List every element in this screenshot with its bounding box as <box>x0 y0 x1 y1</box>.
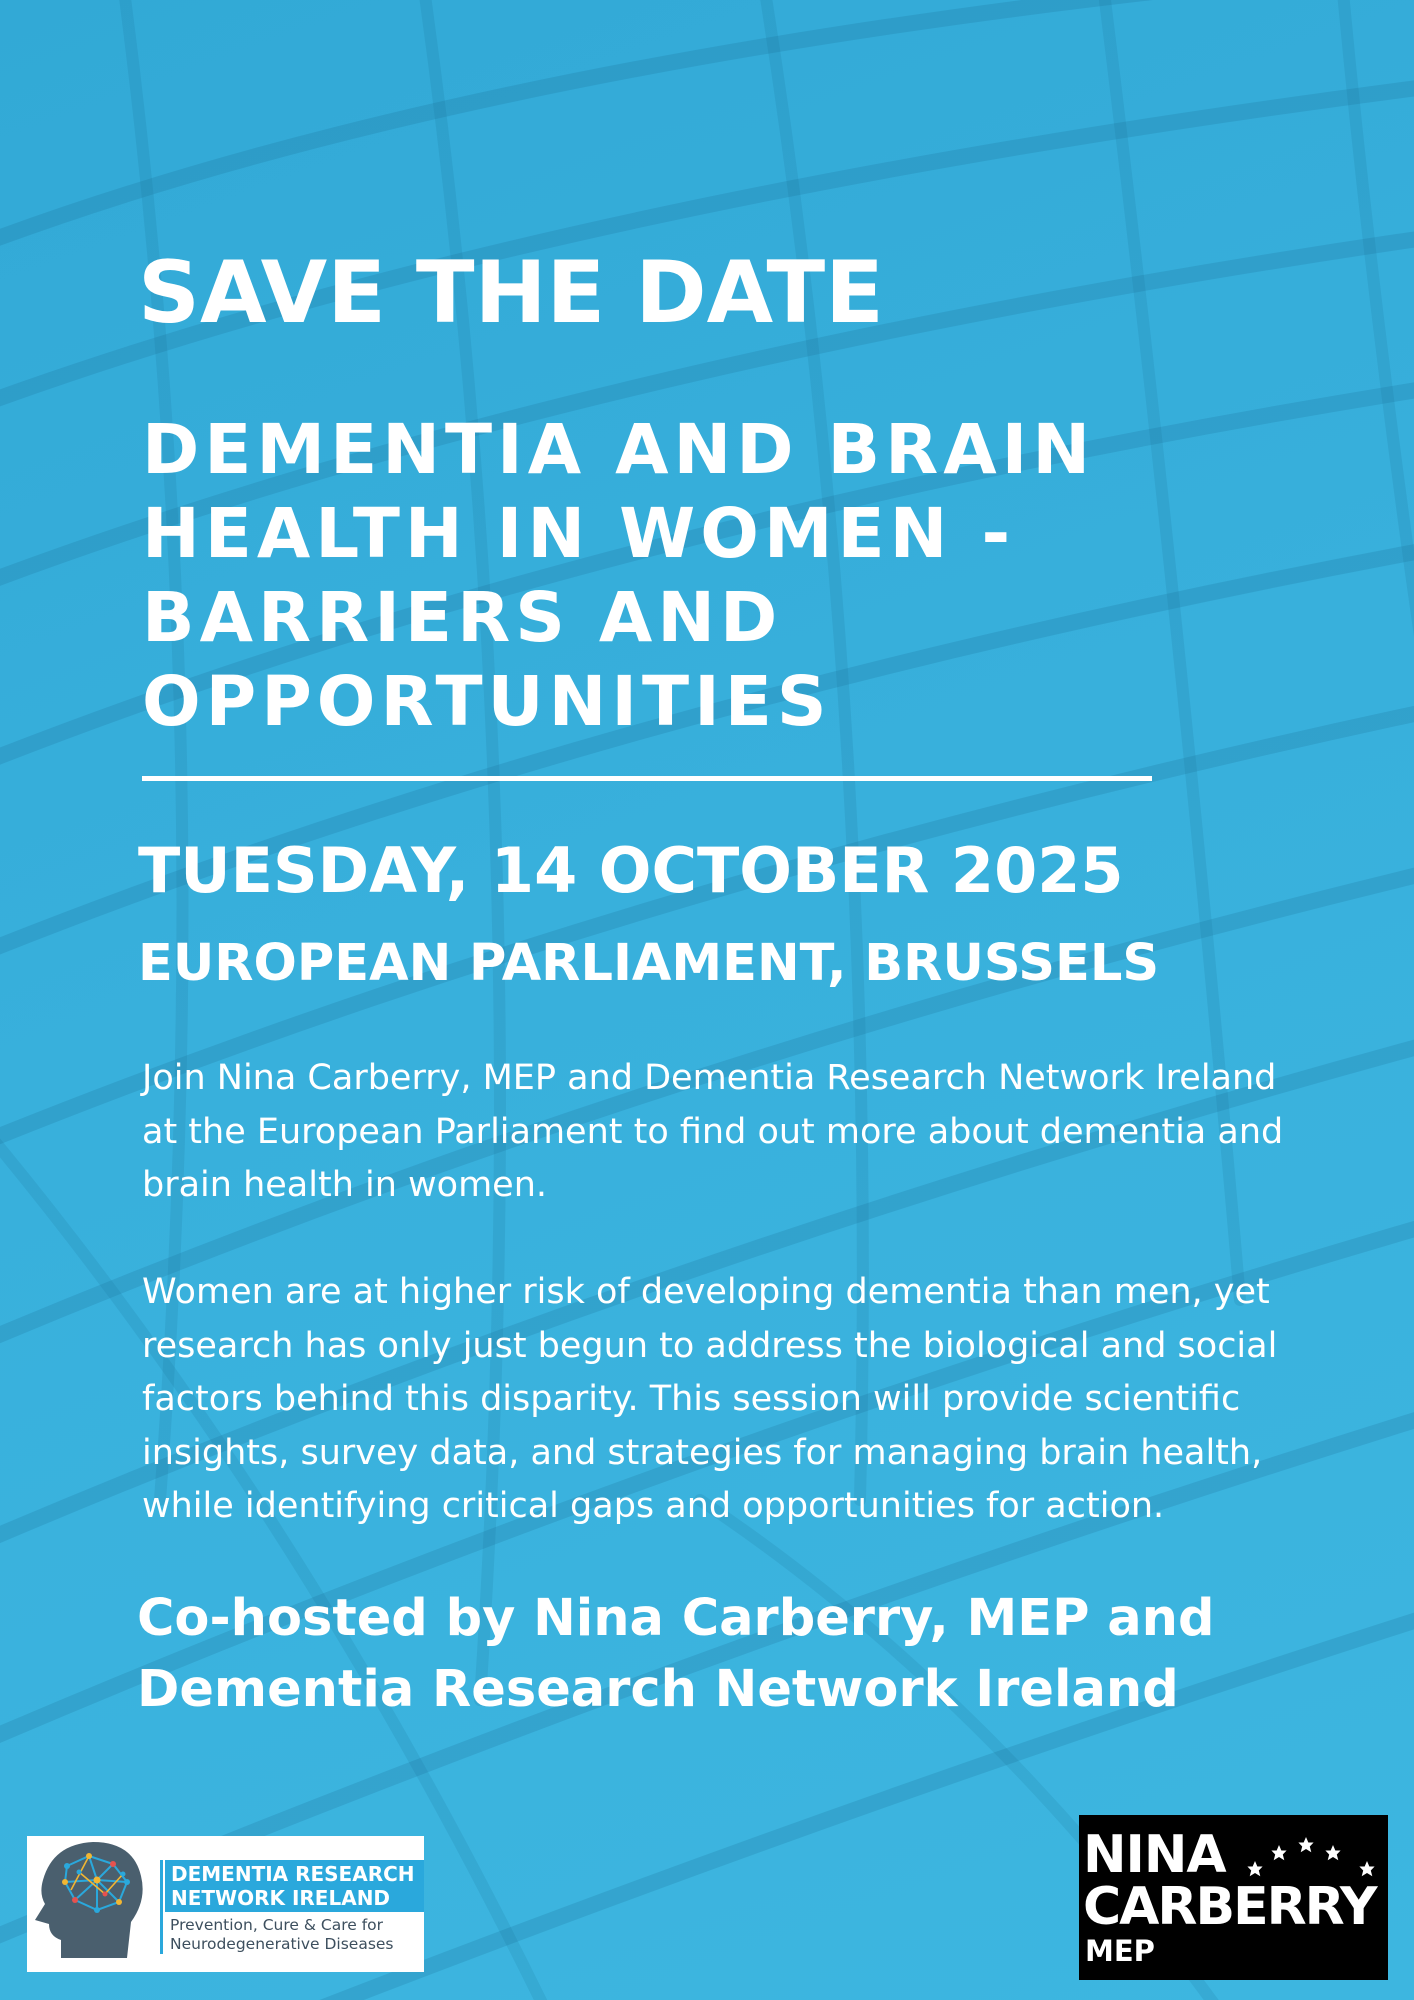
nina-logo-first-name: NINA <box>1083 1825 1226 1885</box>
description-paragraph-line: insights, survey data, and strategies for managing brain health, <box>142 1432 1263 1473</box>
save-the-date-heading: SAVE THE DATE <box>138 243 884 343</box>
event-title-line: DEMENTIA AND BRAIN <box>142 410 1096 490</box>
event-title <box>142 408 1095 744</box>
intro-paragraph-line: brain health in women. <box>142 1165 548 1205</box>
description-paragraph-line: research has only just begun to address the biological and social <box>142 1325 1278 1366</box>
event-venue: EUROPEAN PARLIAMENT, BRUSSELS <box>138 934 1160 993</box>
event-title-line: BARRIERS AND <box>142 578 783 658</box>
drni-tagline <box>170 1916 394 1954</box>
cohost-line: Co-hosted by Nina Carberry, MEP and <box>137 1589 1215 1648</box>
description-paragraph-line: factors behind this disparity. This session will provide scientific <box>142 1379 1241 1419</box>
drni-accent-bar <box>160 1860 163 1954</box>
nina-logo-last-name: CARBERRY <box>1083 1877 1376 1937</box>
event-title-line: OPPORTUNITIES <box>142 662 832 742</box>
description-paragraph <box>142 1266 1277 1534</box>
drni-name-line: NETWORK IRELAND <box>171 1886 391 1910</box>
cohost-line: Dementia Research Network Ireland <box>137 1660 1179 1719</box>
description-paragraph-line: Women are at higher risk of developing dementia than men, yet <box>142 1272 1270 1312</box>
drni-tagline-line: Prevention, Cure & Care for <box>170 1916 384 1934</box>
event-date: TUESDAY, 14 OCTOBER 2025 <box>138 834 1124 907</box>
nina-logo-role: MEP <box>1085 1934 1155 1968</box>
intro-paragraph <box>142 1052 1283 1213</box>
intro-paragraph-line: Join Nina Carberry, MEP and Dementia Research Network Ireland <box>142 1058 1277 1098</box>
cohost-statement <box>137 1583 1214 1725</box>
head-brain-network-icon <box>27 1836 177 1972</box>
intro-paragraph-line: at the European Parliament to find out more about dementia and <box>142 1111 1284 1152</box>
event-title-line: HEALTH IN WOMEN - <box>142 494 1016 574</box>
drni-name <box>165 1860 424 1912</box>
drni-name-line: DEMENTIA RESEARCH <box>171 1862 415 1886</box>
divider <box>142 776 1152 781</box>
drni-tagline-line: Neurodegenerative Diseases <box>170 1935 394 1953</box>
drni-logo <box>27 1836 424 1972</box>
nina-carberry-logo <box>1079 1815 1388 1980</box>
description-paragraph-line: while identifying critical gaps and opportunities for action. <box>142 1486 1165 1526</box>
